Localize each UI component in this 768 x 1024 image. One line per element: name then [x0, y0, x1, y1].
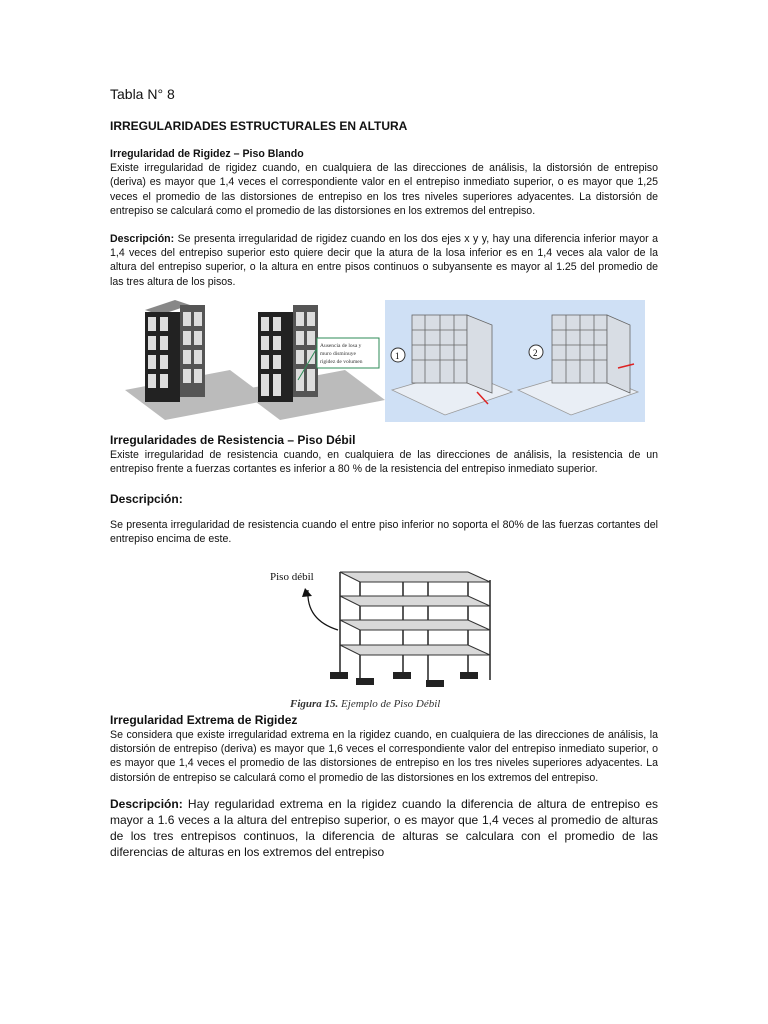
soft-story-body: Existe irregularidad de rigidez cuando, en cualquiera de las direcciones de análisis, la distorsión de entrepiso (deriva) es mayor que 1,4 veces el correspondiente valor en el entrepiso inmediato superior, o es mayor que 1,25 veces el promedio de las distorsiones de entrepiso en los tres niveles superiores adyacentes. La distorsión de entrepiso se calculará como el promedio de las distorsiones en los extremos del entrepiso.: [110, 162, 658, 217]
table-number: Tabla N° 8: [110, 86, 175, 102]
weak-story-label: Piso débil: [270, 571, 314, 583]
extreme-stiffness-title: Irregularidad Extrema de Rigidez: [110, 713, 298, 727]
weak-story-description: Se presenta irregularidad de resistencia cuando el entre piso inferior no soporta el 80% de las fuerzas cortantes del entrepiso encima de este.: [110, 519, 658, 546]
description-label: Descripción:: [110, 233, 175, 245]
description-text: Hay regularidad extrema en la rigidez cuando la diferencia de altura de entrepiso es mayor a 1.6 veces a la altura del entrepiso superior, o es mayor que 1,4 veces al promedio de alturas de los tres entrepisos continuos, la diferencia de alturas se calculara con el promedio de las diferencias de alturas en los extremos del entrepiso: [110, 797, 658, 859]
description-label: Descripción:: [110, 797, 183, 811]
weak-story-section: [110, 433, 658, 476]
weak-story-description-label: Descripción:: [110, 492, 183, 506]
weak-story-title: Irregularidades de Resistencia – Piso Débil: [110, 433, 356, 447]
annotation-line-3: rigidez de volumen: [320, 359, 363, 365]
annotation-line-2: muro disminuye: [320, 351, 356, 357]
caption-number: Figura 15.: [290, 698, 339, 710]
model-views-panel: [385, 300, 645, 422]
annotation-line-1: Ausencia de losa y: [320, 343, 362, 349]
weak-story-figure: [268, 560, 496, 714]
soft-story-figure: [120, 300, 650, 424]
extreme-stiffness-description: [110, 796, 658, 860]
building-a-image: [125, 300, 270, 420]
extreme-stiffness-section: [110, 713, 658, 785]
marker-1: 1: [395, 351, 400, 361]
soft-story-description: [110, 232, 658, 289]
soft-story-title: Irregularidad de Rigidez – Piso Blando: [110, 148, 304, 160]
figure-caption: [290, 698, 440, 710]
marker-2: 2: [533, 348, 538, 358]
caption-text: Ejemplo de Piso Débil: [338, 698, 441, 710]
soft-story-section: [110, 147, 658, 218]
extreme-stiffness-body: Se considera que existe irregularidad extrema en la rigidez cuando, en cualquiera de las direcciones de análisis, la distorsión de entrepiso (deriva) es mayor que 1,6 veces el correspondiente valor del entrepiso inmediato superior, o es mayor que 1,4 veces el promedio de las distorsiones de entrepiso en los tres niveles superiores adyacentes. La distorsión de entrepiso se calculará como el promedio de las distorsiones en los extremos del entrepiso.: [110, 729, 658, 784]
weak-story-body: Existe irregularidad de resistencia cuando, en cualquiera de las direcciones de análisis, la resistencia de un entrepiso frente a fuerzas cortantes es inferior a 80 % de la resistencia del entrepiso inmediato superior.: [110, 449, 658, 476]
description-text: Se presenta irregularidad de rigidez cuando en los dos ejes x y y, hay una diferencia inferior mayor a 1,4 veces del entrepiso superior esto quiere decir que la atura de la losa inferior es en 1,4 veces ala valor de la altura del entrepiso superior, o la altura en entre pisos continuos o subyansente es mayor al 1.25 del promedio de las tres altura de los pisos.: [110, 233, 658, 288]
section-heading: IRREGULARIDADES ESTRUCTURALES EN ALTURA: [110, 119, 408, 133]
